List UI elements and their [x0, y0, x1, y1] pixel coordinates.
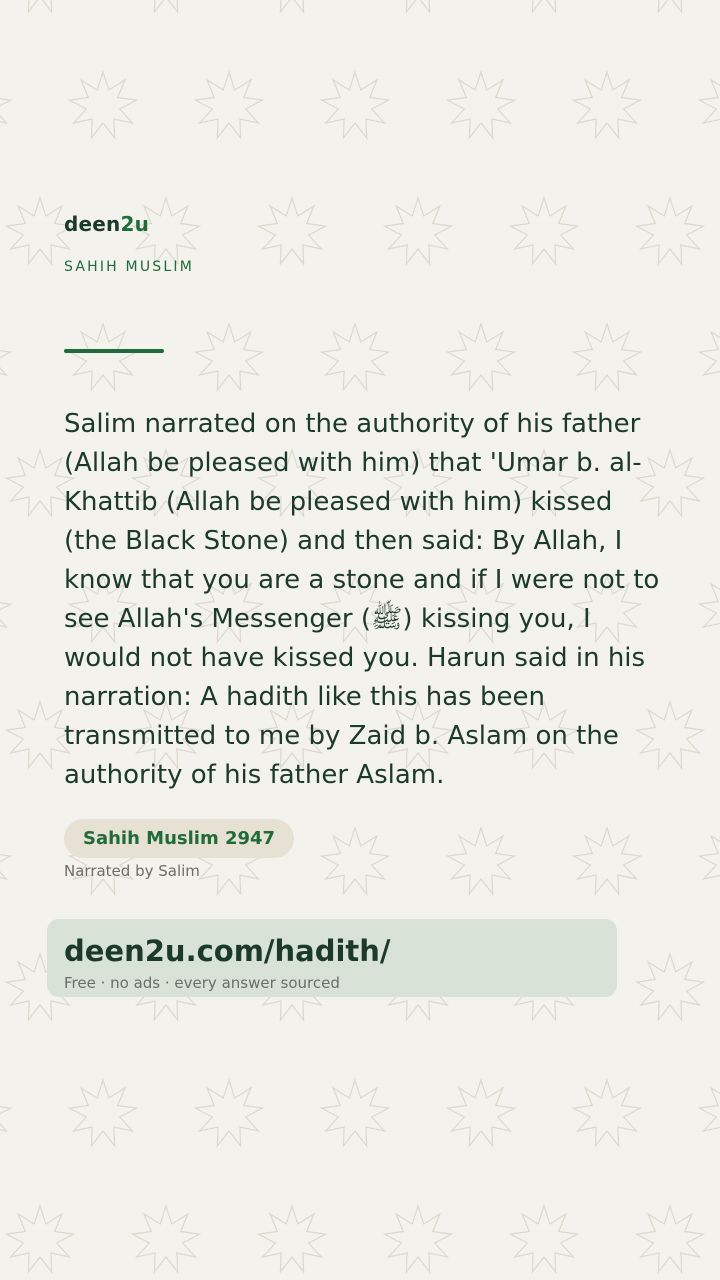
brand-name-primary: deen [64, 212, 121, 236]
brand-logo [64, 212, 149, 236]
hadith-text: Salim narrated on the authority of his father (Allah be pleased with him) that 'Umar b. al-Khattib (Allah be pleased with him) kissed (the Black Stone) and then said: By Allah, I know that you are a stone and if I were not to see Allah's Messenger (ﷺ) kissing you, I would not have kissed you. Harun said in his narration: A hadith like this has been transmitted to me by Zaid b. Aslam on the authority of his father Aslam. [64, 409, 660, 790]
cta-link-box[interactable] [47, 919, 617, 997]
cta-tagline: Free · no ads · every answer sourced [64, 974, 340, 992]
brand-name-accent: 2u [120, 212, 150, 236]
cta-url[interactable]: deen2u.com/hadith/ [64, 934, 391, 968]
reference-badge: Sahih Muslim 2947 [64, 819, 294, 858]
collection-label: SAHIH MUSLIM [64, 259, 194, 275]
narrator-label: Narrated by Salim [64, 862, 200, 880]
divider [64, 349, 164, 353]
